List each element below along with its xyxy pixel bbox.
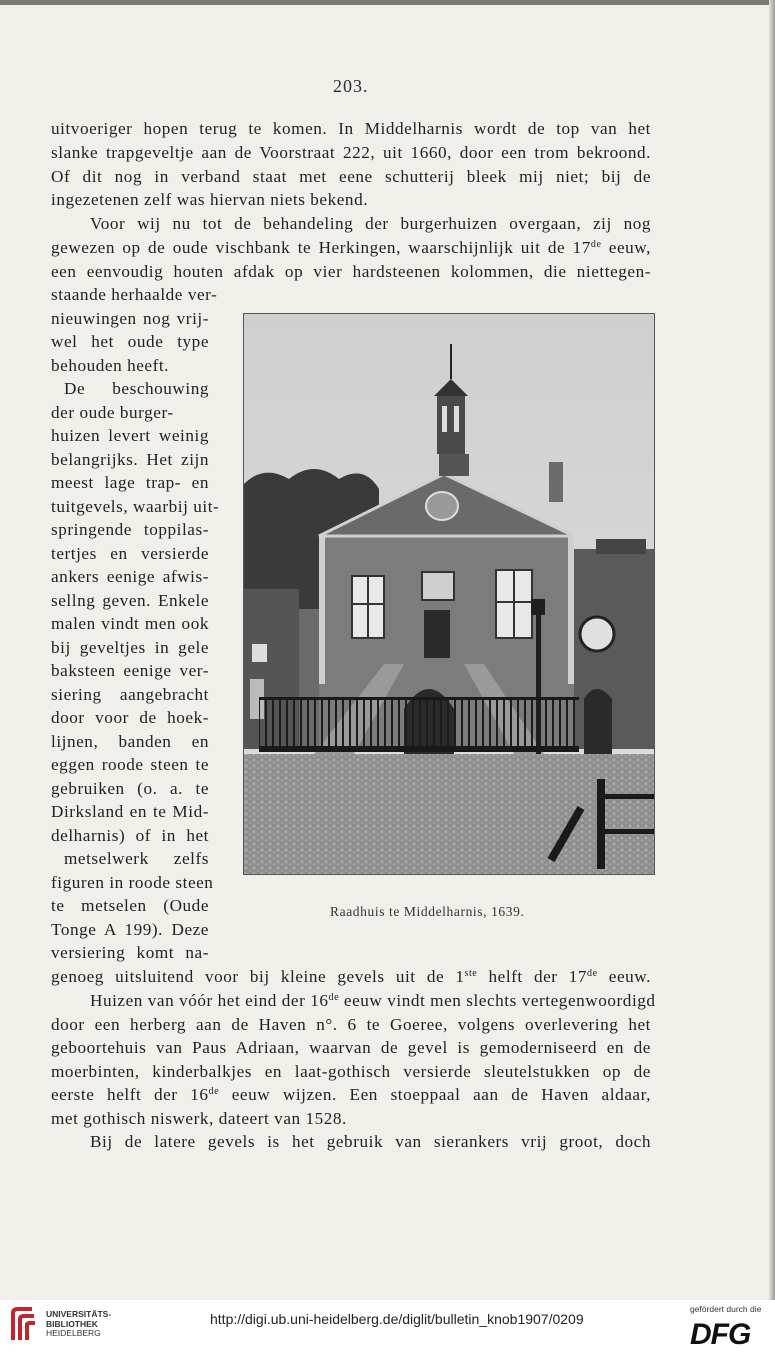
text-line: malen vindt men ook — [51, 614, 209, 633]
scan-edge-top — [0, 0, 775, 5]
text-line: baksteen eenige ver- — [51, 661, 209, 680]
text-line: met gothisch niswerk, dateert van 1528. — [51, 1109, 347, 1128]
text-line: wel het oude type — [51, 332, 209, 351]
document-url-link[interactable]: http://digi.ub.uni-heidelberg.de/diglit/bulletin_knob1907/0209 — [210, 1311, 584, 1327]
text-line: Bij de latere gevels is het gebruik van sierankers vrij groot, doch — [90, 1132, 651, 1151]
page-number: 203. — [333, 76, 369, 96]
text-run: eerste helft der 16 — [51, 1085, 209, 1104]
text-line: ankers eenige afwis- — [51, 567, 209, 586]
text-line — [51, 1084, 651, 1106]
text-line: tertjes en versierde — [51, 544, 209, 563]
text-line: tuitgevels, waarbij uit- — [51, 497, 220, 516]
text-line: ingezetenen zelf was hiervan niets bekend. — [51, 190, 369, 209]
scan-edge-right — [769, 0, 775, 1300]
institution-line: UNIVERSITÄTS- — [46, 1309, 112, 1319]
text-line: geboortehuis van Paus Adriaan, waarvan de gevel is gemoderniseerd en de — [51, 1038, 651, 1057]
text-line: een eenvoudig houten afdak op vier hardsteenen kolommen, die niettegen- — [51, 262, 651, 281]
text-line: bij geveltjes in gele — [51, 638, 209, 657]
institution-name — [46, 1310, 111, 1339]
funding-note: gefördert durch die — [690, 1304, 762, 1314]
dfg-logo: DFG — [690, 1318, 751, 1351]
superscript: ste — [464, 968, 478, 979]
institution-line: HEIDELBERG — [46, 1328, 101, 1338]
superscript: de — [587, 968, 598, 979]
text-run: genoeg uitsluitend voor bij kleine gevels uit de 1 — [51, 967, 465, 986]
text-line: lijnen, banden en — [51, 732, 209, 751]
text-line: staande herhaalde ver- — [51, 285, 218, 304]
university-library-logo-icon — [10, 1307, 38, 1348]
text-line: siering aangebracht — [51, 685, 209, 704]
text-line: Voor wij nu tot de behandeling der burgerhuizen overgaan, zij nog — [90, 214, 651, 233]
text-run: Huizen van vóór het eind der 16 — [90, 991, 329, 1010]
text-line: behouden heeft. — [51, 356, 170, 375]
text-line: te metselen (Oude — [51, 896, 209, 915]
text-line: nieuwingen nog vrij- — [51, 309, 209, 328]
text-line: springende toppilas- — [51, 520, 209, 539]
text-run: eeuw vindt men slechts vertegenwoordigd — [339, 991, 656, 1010]
text-line: uitvoeriger hopen terug te komen. In Middelharnis wordt de top van het — [51, 119, 651, 138]
text-line: slanke trapgeveltje aan de Voorstraat 222, uit 1660, door een trom bekroond. — [51, 143, 651, 162]
text-line: Dirksland en te Mid- — [51, 802, 209, 821]
text-line: metselwerk zelfs — [64, 849, 209, 868]
text-line: eggen roode steen te — [51, 755, 209, 774]
text-line — [51, 237, 651, 259]
text-run: helft der 17 — [477, 967, 588, 986]
text-line: figuren in roode steen — [51, 873, 214, 892]
figure-caption: Raadhuis te Middelharnis, 1639. — [330, 904, 525, 919]
text-line: huizen levert weinig — [51, 426, 209, 445]
text-line: versiering komt na- — [51, 943, 209, 962]
text-line: der oude burger- — [51, 403, 174, 422]
text-run: eeuw. — [597, 967, 651, 986]
text-line — [51, 966, 651, 988]
text-line: sellng geven. Enkele — [51, 591, 209, 610]
text-line: belangrijks. Het zijn — [51, 450, 209, 469]
superscript: de — [590, 239, 602, 250]
superscript: de — [208, 1086, 220, 1097]
text-line: moerbinten, kinderbalkjes en laat-gothisch versierde sleutelstukken op de — [51, 1062, 651, 1081]
institution-line: BIBLIOTHEK — [46, 1318, 98, 1329]
superscript: de — [328, 992, 340, 1003]
text-run: gewezen op de oude vischbank te Herkingen, waarschijnlijk uit de 17 — [51, 238, 591, 257]
text-run: eeuw, — [601, 238, 652, 257]
text-line: door voor de hoek- — [51, 708, 209, 727]
town-hall-photograph — [243, 313, 655, 875]
text-line: Tonge A 199). Deze — [51, 920, 209, 939]
text-line: delharnis) of in het — [51, 826, 209, 845]
footer-bar — [0, 1300, 775, 1354]
text-line: gebruiken (o. a. te — [51, 779, 209, 798]
text-run: eeuw wijzen. Een stoeppaal aan de Haven aldaar, — [219, 1085, 651, 1104]
text-line: De beschouwing — [64, 379, 209, 398]
text-line: meest lage trap- en — [51, 473, 209, 492]
text-line: Of dit nog in verband staat met eene schutterij bleek mij niet; bij de — [51, 167, 651, 186]
text-line: door een herberg aan de Haven n°. 6 te Goeree, volgens overlevering het — [51, 1015, 651, 1034]
text-line — [90, 990, 656, 1012]
